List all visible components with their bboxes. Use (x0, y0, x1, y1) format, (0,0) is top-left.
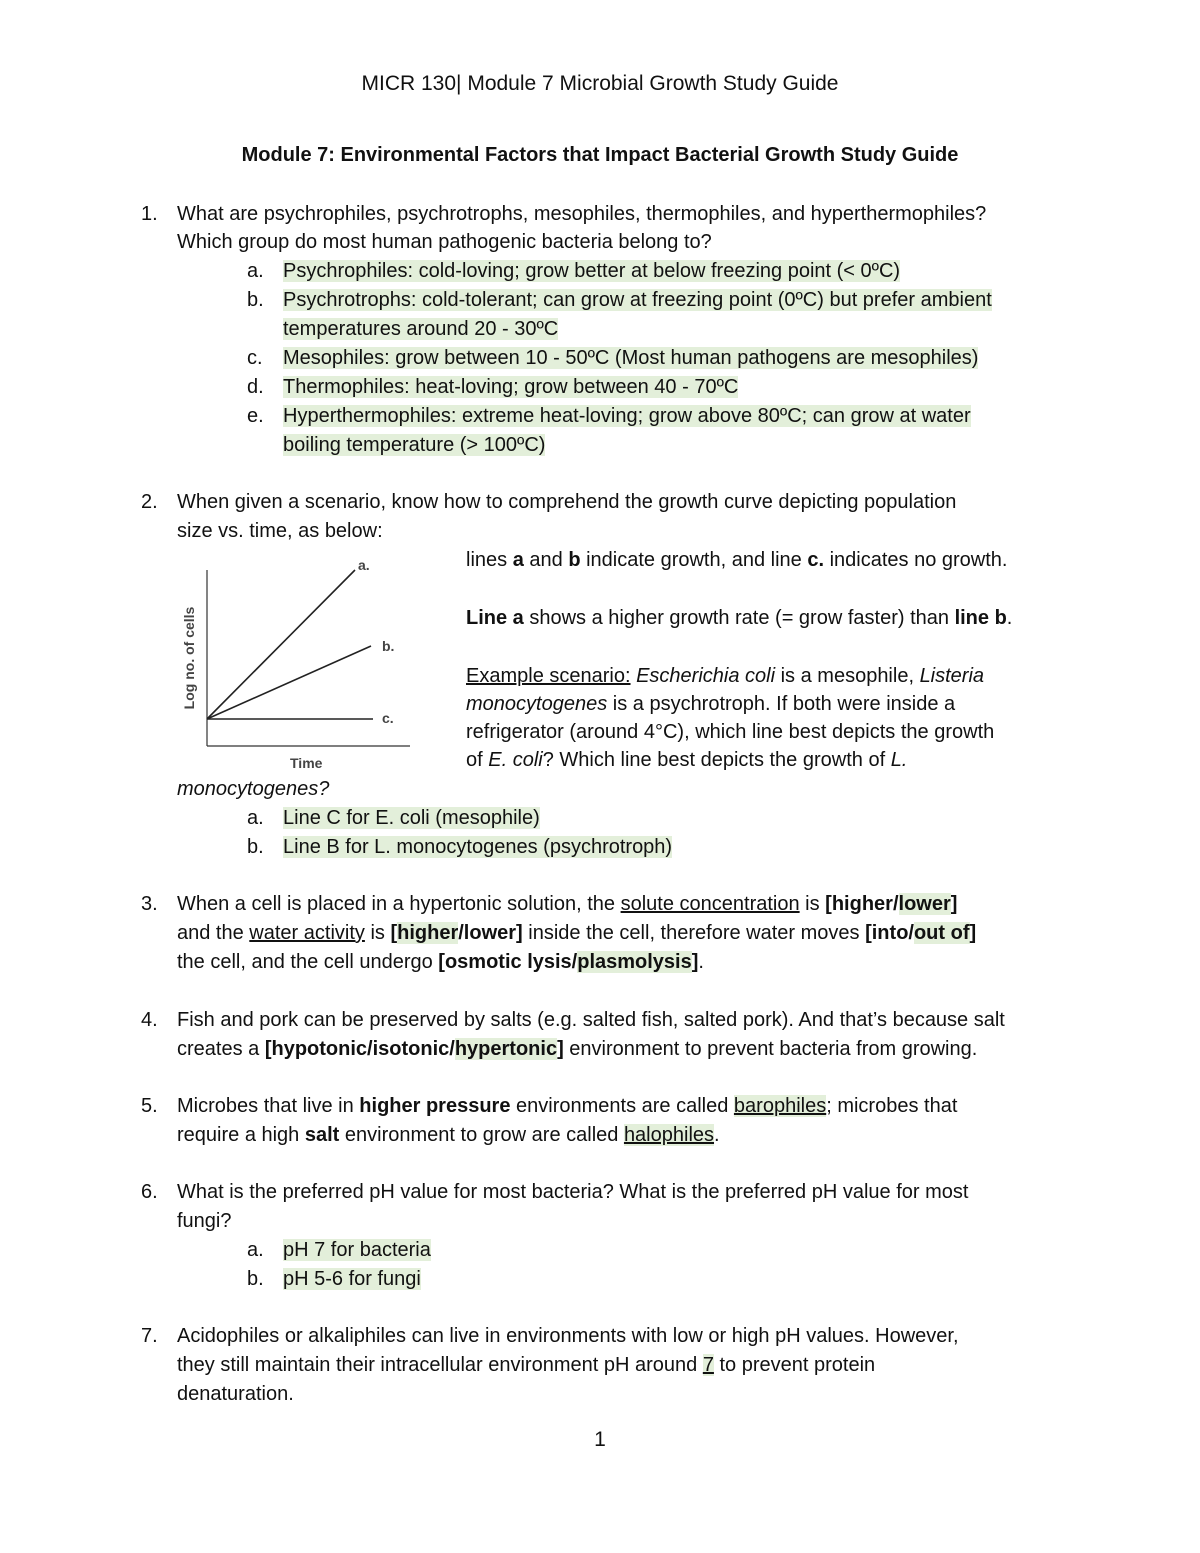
q1-item-c-answer: Mesophiles: grow between 10 - 50ºC (Most human pathogens are mesophiles) (283, 347, 979, 369)
q1-item-b-answer-line1: Psychrotrophs: cold-tolerant; can grow at freezing point (0ºC) but prefer ambient (283, 289, 992, 311)
document-title: Module 7: Environmental Factors that Impact Bacterial Growth Study Guide (241, 144, 959, 166)
q3-line2: and the water activity is [higher/lower] inside the cell, therefore water moves [into/out of] (177, 922, 977, 944)
scenario-label: Example scenario: (466, 665, 631, 687)
line-label-b: b. (382, 638, 395, 654)
q2-item-b-answer: Line B for L. monocytogenes (psychrotroph) (283, 836, 673, 858)
q1-item-e-answer-line1: Hyperthermophiles: extreme heat-loving; grow above 80ºC; can grow at water (283, 405, 971, 427)
q1-item-a-answer: Psychrophiles: cold-loving; grow better at below freezing point (< 0ºC) (283, 260, 901, 282)
q5-number: 5. (141, 1095, 158, 1117)
q2-line1: When given a scenario, know how to comprehend the growth curve depicting population (177, 491, 957, 513)
q1-number: 1. (141, 203, 158, 225)
q7-number: 7. (141, 1325, 158, 1347)
q2-scenario-line3: refrigerator (around 4°C), which line best depicts the growth (466, 721, 995, 743)
q4-number: 4. (141, 1009, 158, 1031)
page-header: MICR 130| Module 7 Microbial Growth Study Guide (361, 72, 839, 95)
q4-line1: Fish and pork can be preserved by salts (e.g. salted fish, salted pork). And that’s because salt (177, 1009, 1005, 1031)
q6-item-a-answer: pH 7 for bacteria (283, 1239, 431, 1261)
q2-item-a-answer: Line C for E. coli (mesophile) (283, 807, 540, 829)
q6-item-b-answer: pH 5-6 for fungi (283, 1268, 421, 1290)
q3-number: 3. (141, 893, 158, 915)
q2-scenario-line5: monocytogenes? (177, 778, 330, 800)
q1-item-d-answer: Thermophiles: heat-loving; grow between 40 - 70ºC (283, 376, 739, 398)
q1-item-a-letter: a. (247, 260, 264, 282)
q7-line2: they still maintain their intracellular environment pH around 7 to prevent protein (177, 1354, 876, 1376)
q5-line2: require a high salt environment to grow are called halophiles. (177, 1124, 720, 1146)
line-label-c: c. (382, 710, 394, 726)
q2-number: 2. (141, 491, 158, 513)
q2-side-text-1: lines a and b indicate growth, and line c. indicates no growth. (466, 549, 1008, 571)
q6-item-b-letter: b. (247, 1268, 264, 1290)
q1-line2: Which group do most human pathogenic bacteria belong to? (177, 231, 712, 253)
q4-line2: creates a [hypotonic/isotonic/hypertonic] environment to prevent bacteria from growing. (177, 1038, 978, 1060)
q3-line1: When a cell is placed in a hypertonic solution, the solute concentration is [higher/lower] (177, 893, 958, 915)
q6-line2: fungi? (177, 1210, 232, 1232)
q7-line1: Acidophiles or alkaliphiles can live in environments with low or high pH values. However, (177, 1325, 959, 1347)
q1-item-d-letter: d. (247, 376, 264, 398)
q2-item-b-letter: b. (247, 836, 264, 858)
q7-line3: denaturation. (177, 1383, 294, 1405)
q2-scenario-line1: Example scenario: Escherichia coli is a mesophile, Listeria (466, 665, 985, 687)
growth-line-a (207, 570, 355, 719)
q1-line1: What are psychrophiles, psychrotrophs, mesophiles, thermophiles, and hyperthermophiles? (177, 203, 987, 225)
q6-line1: What is the preferred pH value for most bacteria? What is the preferred pH value for most (177, 1181, 969, 1203)
q1-item-e-answer-line2: boiling temperature (> 100ºC) (283, 434, 546, 456)
x-axis-label: Time (290, 755, 323, 771)
q2-side-text-2: Line a shows a higher growth rate (= grow faster) than line b. (466, 607, 1013, 629)
q6-number: 6. (141, 1181, 158, 1203)
growth-curve-graph (172, 548, 417, 780)
q3-line3: the cell, and the cell undergo [osmotic lysis/plasmolysis]. (177, 951, 704, 973)
q5-line1: Microbes that live in higher pressure environments are called barophiles; microbes that (177, 1095, 958, 1117)
y-axis-label: Log no. of cells (181, 606, 197, 710)
page-number: 1 (594, 1428, 606, 1451)
q1-item-b-answer-line2: temperatures around 20 - 30ºC (283, 318, 559, 340)
q1-item-c-letter: c. (247, 347, 263, 369)
q2-line2: size vs. time, as below: (177, 520, 383, 542)
q1-item-e-letter: e. (247, 405, 264, 427)
q6-item-a-letter: a. (247, 1239, 264, 1261)
growth-line-b (207, 646, 371, 719)
q2-scenario-line4: of E. coli? Which line best depicts the growth of L. (466, 749, 908, 771)
q2-scenario-line2: monocytogenes is a psychrotroph. If both were inside a (466, 693, 956, 715)
q1-item-b-letter: b. (247, 289, 264, 311)
line-label-a: a. (358, 557, 370, 573)
q2-item-a-letter: a. (247, 807, 264, 829)
